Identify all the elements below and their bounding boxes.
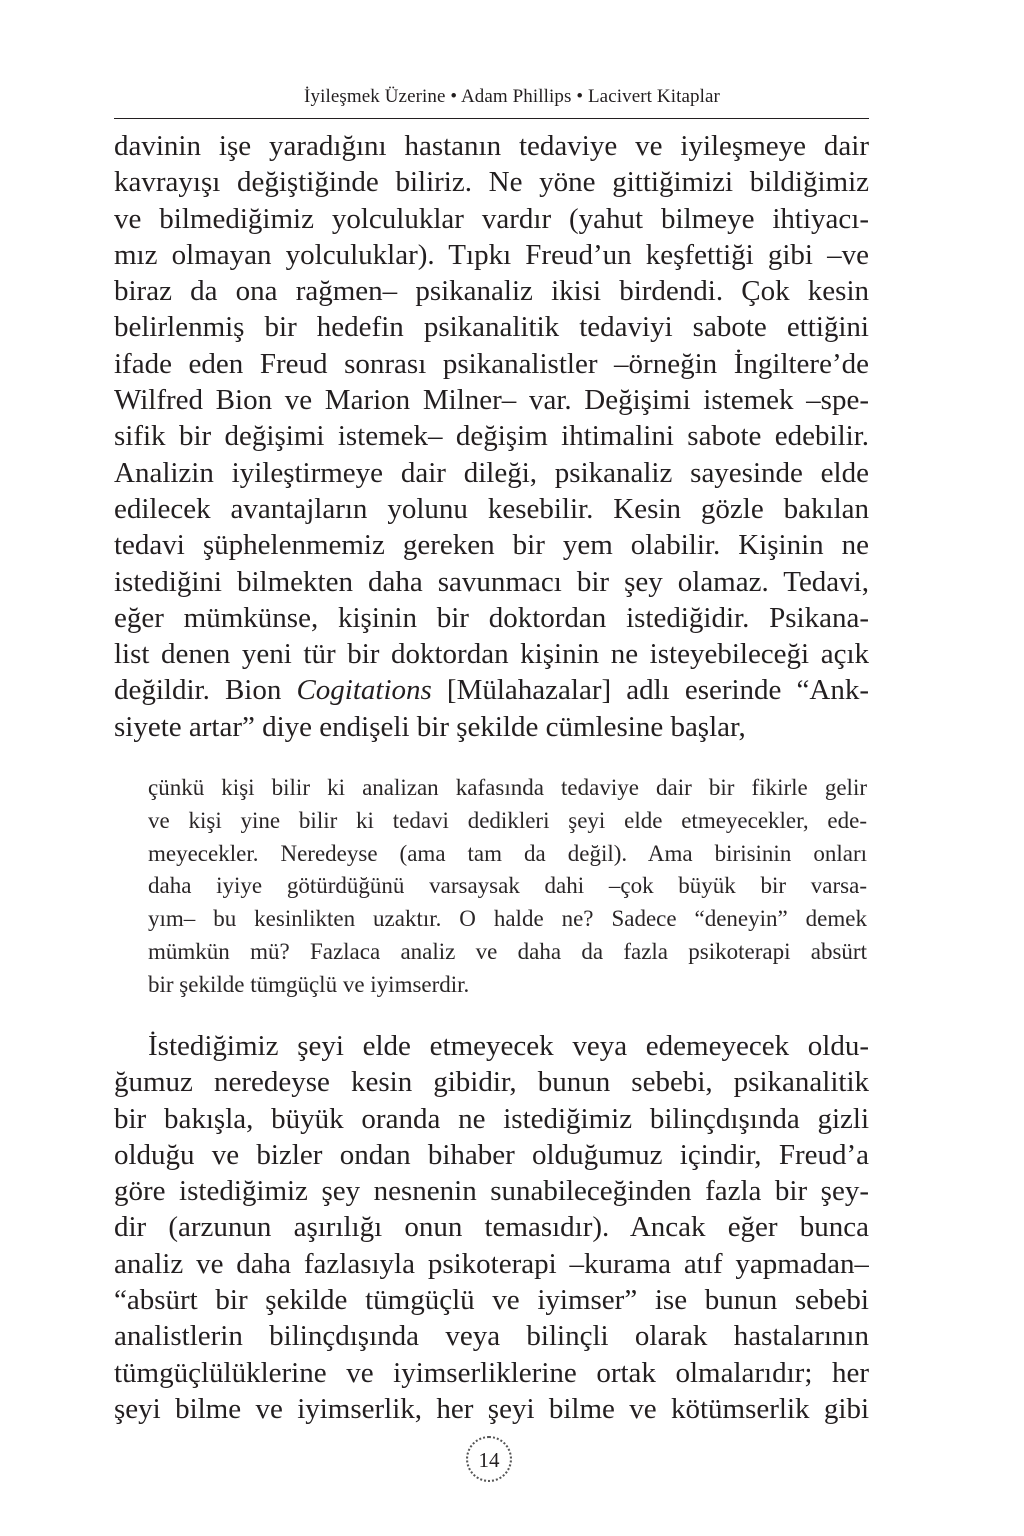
body-paragraph-1	[114, 128, 869, 745]
text-segment: değildir. Bion	[114, 674, 297, 707]
text-line: kavrayışı değiştiğinde biliriz. Ne yöne gittiğimizi bildiğimiz	[114, 166, 869, 199]
quote-line: çünkü kişi bilir ki analizan kafasında tedaviye dair bir fikirle gelir	[148, 775, 867, 800]
text-line: tedavi şüphelenmemiz gereken bir yem olabilir. Kişinin ne	[114, 529, 869, 562]
text-line: belirlenmiş bir hedefin psikanalitik tedaviyi sabote ettiğini	[114, 311, 869, 344]
text-line: “absürt bir şekilde tümgüçlü ve iyimser” ise bunun sebebi	[114, 1284, 869, 1317]
text-line: biraz da ona rağmen– psikanaliz ikisi birdendi. Çok kesin	[114, 275, 869, 308]
header-rule	[114, 118, 869, 119]
text-line: tümgüçlülüklerine ve iyimserliklerine ortak olmalarıdır; her	[114, 1356, 869, 1389]
text-line: list denen yeni tür bir doktordan kişinin ne isteyebileceği açık	[114, 638, 869, 671]
text-line: dir (arzunun aşırılığı onun temasıdır). Ancak eğer bunca	[114, 1211, 869, 1244]
text-line: edilecek avantajların yolunu kesebilir. Kesin gözle bakılan	[114, 492, 869, 525]
text-line: ifade eden Freud sonrası psikanalistler –örneğin İngiltere’de	[114, 347, 869, 380]
quote-line: daha iyiye götürdüğünü varsaysak dahi –çok büyük bir varsa-	[148, 873, 867, 899]
text-line: şeyi bilme ve iyimserlik, her şeyi bilme ve kötümserlik gibi	[114, 1392, 869, 1425]
text-line: ğumuz neredeyse kesin gibidir, bunun sebebi, psikanalitik	[114, 1066, 869, 1099]
text-line: istediğini bilmekten daha savunmacı bir şey olamaz. Tedavi,	[114, 565, 869, 598]
text-line: davinin işe yaradığını hastanın tedaviye ve iyileşmeye dair	[114, 130, 869, 162]
text-line: analiz ve daha fazlasıyla psikoterapi –kurama atıf yapmadan–	[114, 1247, 869, 1280]
page-number: 14	[466, 1436, 512, 1482]
quote-line: yım– bu kesinlikten uzaktır. O halde ne? Sadece “deneyin” demek	[148, 906, 867, 932]
quote-line: ve kişi yine bilir ki tedavi dedikleri şeyi elde etmeyecekler, ede-	[148, 807, 867, 833]
quote-line: mümkün mü? Fazlaca analiz ve daha da fazla psikoterapi absürt	[148, 938, 867, 964]
text-line: Wilfred Bion ve Marion Milner– var. Değişimi istemek –spe-	[114, 384, 869, 417]
quote-line: bir şekilde tümgüçlü ve iyimserdir.	[148, 971, 470, 997]
text-line: ve bilmediğimiz yolculuklar vardır (yahut bilmeye ihtiyacı-	[114, 202, 869, 235]
text-line-with-title	[114, 672, 869, 708]
body-paragraph-2	[114, 1028, 869, 1427]
quote-line: meyecekler. Neredeyse (ama tam da değil). Ama birisinin onları	[148, 840, 867, 866]
block-quote	[148, 772, 867, 1002]
text-line: analistlerin bilinçdışında veya bilinçli olarak hastalarının	[114, 1320, 869, 1353]
text-line: eğer mümkünse, kişinin bir doktordan istediğidir. Psikana-	[114, 601, 869, 634]
text-line: sifik bir değişimi istemek– değişim ihtimalini sabote edebilir.	[114, 420, 869, 453]
text-line: olduğu ve bizler ondan bihaber olduğumuz içindir, Freud’a	[114, 1138, 869, 1171]
text-line: Analizin iyileştirmeye dair dileği, psikanaliz sayesinde elde	[114, 456, 869, 489]
text-line: İstediğimiz şeyi elde etmeyecek veya edemeyecek oldu-	[148, 1030, 869, 1062]
text-segment: [Mülahazalar] adlı eserinde “Ank-	[431, 674, 869, 707]
book-title-italic: Cogitations	[296, 674, 432, 707]
text-line: göre istediğimiz şey nesnenin sunabileceğinden fazla bir şey-	[114, 1175, 869, 1208]
text-line: bir bakışla, büyük oranda ne istediğimiz bilinçdışında gizli	[114, 1102, 869, 1135]
text-line: mız olmayan yolculuklar). Tıpkı Freud’un keşfettiği gibi –ve	[114, 238, 869, 271]
running-header: İyileşmek Üzerine • Adam Phillips • Lacivert Kitaplar	[304, 86, 720, 107]
text-line: siyete artar” diye endişeli bir şekilde cümlesine başlar,	[114, 710, 746, 743]
